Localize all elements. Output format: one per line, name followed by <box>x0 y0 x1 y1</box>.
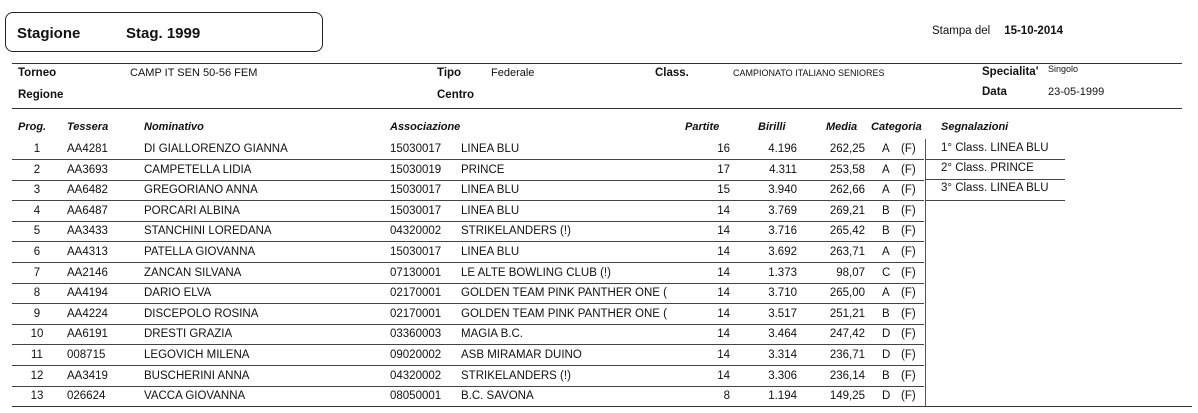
row-categoria: B <box>882 204 890 217</box>
row-associazione: ASB MIRAMAR DUINO <box>461 349 582 361</box>
row-associazione: LINEA BLU <box>461 143 520 155</box>
torneo-value: CAMP IT SEN 50-56 FEM <box>130 67 258 79</box>
row-birilli: 3.306 <box>768 369 797 382</box>
row-tessera: AA4313 <box>67 246 108 258</box>
row-media: 262,66 <box>829 184 865 197</box>
row-prog: 9 <box>33 307 41 320</box>
row-prog: 2 <box>33 163 41 176</box>
row-codice-associazione: 15030017 <box>390 143 442 155</box>
row-nominativo: PATELLA GIOVANNA <box>144 246 256 258</box>
row-prog: 3 <box>33 184 41 197</box>
row-nominativo: DRESTI GRAZIA <box>144 328 233 341</box>
row-partite: 15 <box>717 184 730 197</box>
row-tessera: AA4224 <box>67 307 108 320</box>
print-label: Stampa del <box>932 25 991 37</box>
row-prog: 13 <box>30 390 44 403</box>
row-prog: 5 <box>33 225 41 238</box>
column-divider <box>925 263 926 284</box>
row-codice-associazione: 07130001 <box>390 266 442 279</box>
row-nominativo: VACCA GIOVANNA <box>144 390 246 403</box>
table-row <box>0 366 1198 387</box>
row-partite: 14 <box>717 307 730 320</box>
row-categoria-sesso: (F) <box>901 369 916 382</box>
row-birilli: 1.194 <box>768 390 797 403</box>
row-codice-associazione: 03360003 <box>390 328 442 341</box>
row-associazione: LINEA BLU <box>461 204 520 217</box>
header-bottom-rule <box>12 108 1182 109</box>
row-categoria: A <box>882 287 890 300</box>
row-birilli: 3.517 <box>768 307 797 320</box>
column-divider <box>925 283 926 304</box>
col-partite: Partite <box>685 121 720 133</box>
tipo-label: Tipo <box>437 67 462 79</box>
row-tessera: 008715 <box>67 349 106 361</box>
row-nominativo: DI GIALLORENZO GIANNA <box>144 143 288 155</box>
row-associazione: LINEA BLU <box>461 246 520 258</box>
row-codice-associazione: 15030017 <box>390 204 442 217</box>
row-rule <box>12 406 1192 407</box>
row-categoria: B <box>882 307 890 320</box>
segnalazione-2: 2° Class. PRINCE <box>941 162 1034 174</box>
row-tessera: AA6482 <box>67 184 108 197</box>
row-partite: 14 <box>717 328 730 341</box>
row-associazione: GOLDEN TEAM PINK PANTHER ONE ( <box>461 307 667 320</box>
row-nominativo: LEGOVICH MILENA <box>144 349 250 361</box>
table-row <box>0 263 1198 284</box>
column-divider <box>925 304 926 325</box>
row-categoria: A <box>882 184 890 197</box>
column-divider <box>925 242 926 263</box>
row-partite: 14 <box>717 369 730 382</box>
table-row <box>0 201 1198 222</box>
row-birilli: 4.196 <box>768 143 797 155</box>
table-row <box>0 221 1198 242</box>
row-prog: 10 <box>30 328 44 341</box>
column-divider <box>925 386 926 407</box>
row-tessera: AA6487 <box>67 204 108 217</box>
season-box <box>5 12 323 52</box>
row-nominativo: DARIO ELVA <box>144 287 212 300</box>
row-codice-associazione: 02170001 <box>390 307 442 320</box>
row-prog: 4 <box>33 204 41 217</box>
row-nominativo: ZANCAN SILVANA <box>144 266 242 279</box>
print-date <box>932 25 1063 37</box>
row-birilli: 1.373 <box>768 266 797 279</box>
row-media: 253,58 <box>829 163 865 176</box>
class-value: CAMPIONATO ITALIANO SENIORES <box>733 68 885 78</box>
row-associazione: LINEA BLU <box>461 184 520 197</box>
column-divider <box>925 160 926 181</box>
row-categoria-sesso: (F) <box>901 349 916 361</box>
column-divider <box>925 139 926 160</box>
row-birilli: 4.311 <box>769 163 797 176</box>
row-prog: 11 <box>31 349 43 361</box>
row-categoria: A <box>882 143 890 155</box>
row-media: 251,21 <box>829 307 865 320</box>
row-associazione: STRIKELANDERS (!) <box>461 225 571 238</box>
row-partite: 14 <box>717 204 730 217</box>
row-media: 265,00 <box>829 287 865 300</box>
row-codice-associazione: 08050001 <box>390 390 442 403</box>
row-associazione: MAGIA B.C. <box>461 328 523 341</box>
row-nominativo: CAMPETELLA LIDIA <box>144 163 252 176</box>
row-associazione: LE ALTE BOWLING CLUB (!) <box>461 266 611 279</box>
tipo-value: Federale <box>491 67 535 79</box>
table-row <box>0 324 1198 345</box>
row-categoria-sesso: (F) <box>901 225 916 238</box>
row-categoria-sesso: (F) <box>901 163 916 176</box>
row-codice-associazione: 15030017 <box>390 184 442 197</box>
season-label: Stagione <box>17 25 81 42</box>
col-nominativo: Nominativo <box>144 121 204 133</box>
segnalazione-1: 1° Class. LINEA BLU <box>941 142 1049 154</box>
table-row <box>0 345 1198 366</box>
torneo-label: Torneo <box>18 67 57 79</box>
column-divider <box>925 180 926 201</box>
row-associazione: GOLDEN TEAM PINK PANTHER ONE ( <box>461 287 667 300</box>
row-partite: 14 <box>717 246 730 258</box>
row-tessera: AA4194 <box>67 287 108 300</box>
col-prog: Prog. <box>18 121 47 133</box>
row-media: 98,07 <box>836 266 865 279</box>
row-partite: 8 <box>723 390 730 403</box>
col-tessera: Tessera <box>67 121 109 133</box>
row-categoria-sesso: (F) <box>901 143 916 155</box>
row-media: 265,42 <box>829 225 865 238</box>
row-birilli: 3.314 <box>768 349 797 361</box>
col-segnalazioni: Segnalazioni <box>941 121 1009 133</box>
row-partite: 14 <box>717 287 730 300</box>
row-categoria: B <box>882 369 890 382</box>
col-media: Media <box>826 121 858 133</box>
row-media: 247,42 <box>829 328 865 341</box>
row-tessera: 026624 <box>67 390 106 403</box>
row-media: 236,71 <box>829 349 865 361</box>
table-row <box>0 283 1198 304</box>
table-row <box>0 386 1198 407</box>
row-prog: 8 <box>33 287 41 300</box>
column-divider <box>925 345 926 366</box>
row-media: 263,71 <box>829 246 865 258</box>
row-nominativo: PORCARI ALBINA <box>144 204 240 217</box>
row-media: 236,14 <box>829 369 865 382</box>
row-categoria-sesso: (F) <box>901 328 916 341</box>
row-categoria: D <box>882 349 891 361</box>
row-categoria-sesso: (F) <box>901 307 916 320</box>
row-nominativo: GREGORIANO ANNA <box>144 184 258 197</box>
row-codice-associazione: 04320002 <box>390 369 442 382</box>
row-codice-associazione: 04320002 <box>390 225 442 238</box>
row-categoria: A <box>882 246 890 258</box>
row-tessera: AA4281 <box>67 143 108 155</box>
season-value: Stag. 1999 <box>126 25 201 42</box>
table-row <box>0 242 1198 263</box>
row-tessera: AA2146 <box>67 266 108 279</box>
row-codice-associazione: 15030019 <box>390 163 442 176</box>
segnalazione-rule <box>925 179 1065 180</box>
centro-label: Centro <box>437 89 475 101</box>
segnalazione-3: 3° Class. LINEA BLU <box>941 182 1049 194</box>
row-birilli: 3.692 <box>768 246 797 258</box>
column-divider <box>925 324 926 345</box>
row-categoria-sesso: (F) <box>901 246 916 258</box>
row-categoria-sesso: (F) <box>901 390 916 403</box>
row-categoria: D <box>882 390 891 403</box>
row-prog: 12 <box>30 369 44 382</box>
row-birilli: 3.464 <box>768 328 797 341</box>
column-divider <box>925 221 926 242</box>
row-associazione: PRINCE <box>461 163 505 176</box>
row-partite: 14 <box>717 349 730 361</box>
specialita-label: Specialita' <box>982 66 1039 78</box>
segnalazione-rule <box>925 200 1065 201</box>
row-categoria: C <box>882 266 891 279</box>
row-categoria-sesso: (F) <box>901 204 916 217</box>
col-associazione: Associazione <box>390 121 461 133</box>
row-categoria-sesso: (F) <box>901 287 916 300</box>
regione-label: Regione <box>18 89 64 101</box>
row-nominativo: BUSCHERINI ANNA <box>144 369 250 382</box>
row-tessera: AA6191 <box>67 328 108 341</box>
row-categoria: A <box>882 163 890 176</box>
print-date-value: 15-10-2014 <box>1004 25 1064 37</box>
row-tessera: AA3433 <box>67 225 108 238</box>
row-associazione: STRIKELANDERS (!) <box>461 369 571 382</box>
row-birilli: 3.940 <box>768 184 797 197</box>
data-label: Data <box>982 86 1007 98</box>
col-categoria: Categoria <box>871 121 922 133</box>
data-value: 23-05-1999 <box>1048 86 1105 98</box>
specialita-value: Singolo <box>1048 64 1079 74</box>
row-birilli: 3.710 <box>768 287 797 300</box>
segnalazione-rule <box>925 159 1065 160</box>
row-categoria: B <box>882 225 890 238</box>
row-codice-associazione: 02170001 <box>390 287 442 300</box>
row-media: 262,25 <box>829 143 865 155</box>
col-birilli: Birilli <box>758 121 786 133</box>
row-tessera: AA3693 <box>67 163 108 176</box>
row-partite: 14 <box>717 225 730 238</box>
row-prog: 7 <box>33 266 41 279</box>
table-row <box>0 304 1198 325</box>
row-tessera: AA3419 <box>67 369 108 382</box>
row-prog: 1 <box>33 143 41 155</box>
row-birilli: 3.769 <box>768 204 797 217</box>
column-divider <box>925 366 926 387</box>
column-divider <box>925 201 926 222</box>
row-codice-associazione: 15030017 <box>390 246 442 258</box>
header-top-rule <box>12 63 1182 64</box>
row-codice-associazione: 09020002 <box>390 349 442 361</box>
row-partite: 14 <box>717 266 730 279</box>
row-categoria-sesso: (F) <box>901 266 916 279</box>
row-birilli: 3.716 <box>768 225 797 238</box>
row-media: 149,25 <box>829 390 865 403</box>
class-label: Class. <box>655 67 689 79</box>
row-nominativo: DISCEPOLO ROSINA <box>144 307 259 320</box>
row-categoria: D <box>882 328 891 341</box>
row-associazione: B.C. SAVONA <box>461 390 534 403</box>
row-partite: 17 <box>717 163 730 176</box>
row-categoria-sesso: (F) <box>901 184 916 197</box>
row-nominativo: STANCHINI LOREDANA <box>144 225 272 238</box>
row-media: 269,21 <box>829 204 865 217</box>
row-prog: 6 <box>33 246 41 258</box>
row-partite: 16 <box>717 143 730 155</box>
